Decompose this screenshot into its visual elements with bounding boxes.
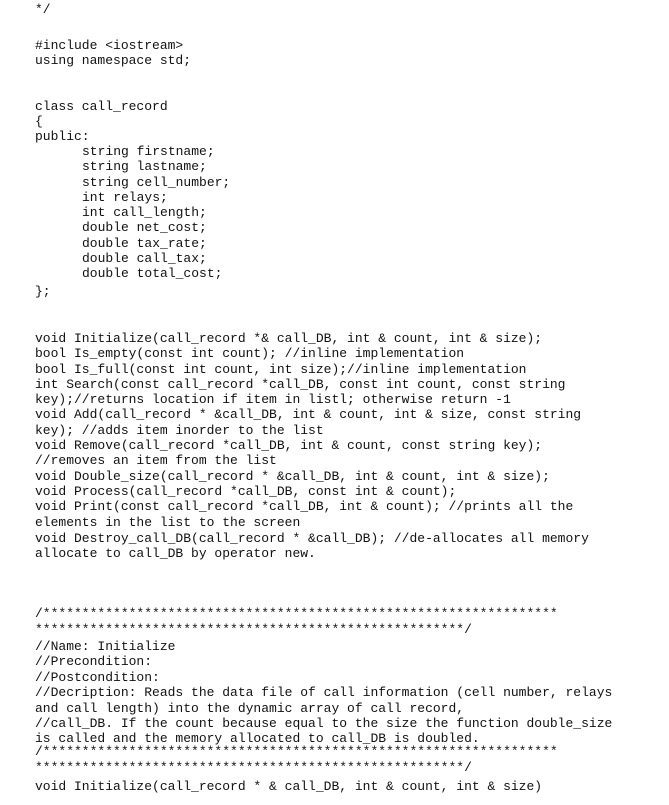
prototype-print-line: void Print(const call_record *call_DB, int & count); //prints all the <box>35 499 574 514</box>
initialize-definition-line: void Initialize(call_record * & call_DB, int & count, int & size) <box>35 779 543 794</box>
doc-call-db-continued-line: is called and the memory allocated to call_DB is doubled. <box>35 731 480 746</box>
doc-name-line: //Name: Initialize <box>35 639 176 654</box>
prototype-add-continued-line: key); //adds item inorder to the list <box>35 423 324 438</box>
public-access-line: public: <box>35 129 90 144</box>
member-relays-line: int relays; <box>82 190 168 205</box>
prototype-destroy-line: void Destroy_call_DB(call_record * &call_DB); //de-allocates all memory <box>35 531 589 546</box>
member-total-cost-line: double total_cost; <box>82 266 223 281</box>
separator-bottom-line-1: /****************************************************************** <box>35 744 558 759</box>
member-net-cost-line: double net_cost; <box>82 220 207 235</box>
doc-description-line: //Decription: Reads the data file of call information (cell number, relays <box>35 685 613 700</box>
prototype-process-line: void Process(call_record *call_DB, const int & count); <box>35 484 457 499</box>
prototype-search-continued-line: key);//returns location if item in listl; otherwise return -1 <box>35 392 511 407</box>
separator-top-line-2: *******************************************************/ <box>35 622 472 637</box>
class-declaration-line: class call_record <box>35 99 168 114</box>
doc-postcondition-line: //Postcondition: <box>35 670 160 685</box>
prototype-print-continued-line: elements in the list to the screen <box>35 515 301 530</box>
doc-description-continued-line: and call length) into the dynamic array of call record, <box>35 701 465 716</box>
prototype-remove-line: void Remove(call_record *call_DB, int & count, const string key); <box>35 438 543 453</box>
comment-close-line: */ <box>35 2 51 17</box>
include-directive-line: #include <iostream> <box>35 38 184 53</box>
doc-precondition-line: //Precondition: <box>35 654 153 669</box>
member-cell-number-line: string cell_number; <box>82 175 231 190</box>
prototype-add-line: void Add(call_record * &call_DB, int & count, int & size, const string <box>35 407 582 422</box>
prototype-search-line: int Search(const call_record *call_DB, const int count, const string <box>35 377 566 392</box>
doc-call-db-line: //call_DB. If the count because equal to the size the function double_size <box>35 716 613 731</box>
prototype-is-full-line: bool Is_full(const int count, int size);//inline implementation <box>35 362 527 377</box>
class-open-brace-line: { <box>35 114 43 129</box>
using-namespace-line: using namespace std; <box>35 53 192 68</box>
prototype-is-empty-line: bool Is_empty(const int count); //inline implementation <box>35 346 465 361</box>
separator-bottom-line-2: *******************************************************/ <box>35 760 472 775</box>
prototype-destroy-continued-line: allocate to call_DB by operator new. <box>35 546 316 561</box>
member-call-tax-line: double call_tax; <box>82 251 207 266</box>
member-lastname-line: string lastname; <box>82 159 207 174</box>
member-tax-rate-line: double tax_rate; <box>82 236 207 251</box>
member-firstname-line: string firstname; <box>82 144 215 159</box>
class-close-brace-line: }; <box>35 284 51 299</box>
prototype-remove-comment-line: //removes an item from the list <box>35 453 277 468</box>
member-call-length-line: int call_length; <box>82 205 207 220</box>
prototype-double-size-line: void Double_size(call_record * &call_DB, int & count, int & size); <box>35 469 550 484</box>
separator-top-line-1: /****************************************************************** <box>35 606 558 621</box>
prototype-initialize-line: void Initialize(call_record *& call_DB, int & count, int & size); <box>35 331 543 346</box>
